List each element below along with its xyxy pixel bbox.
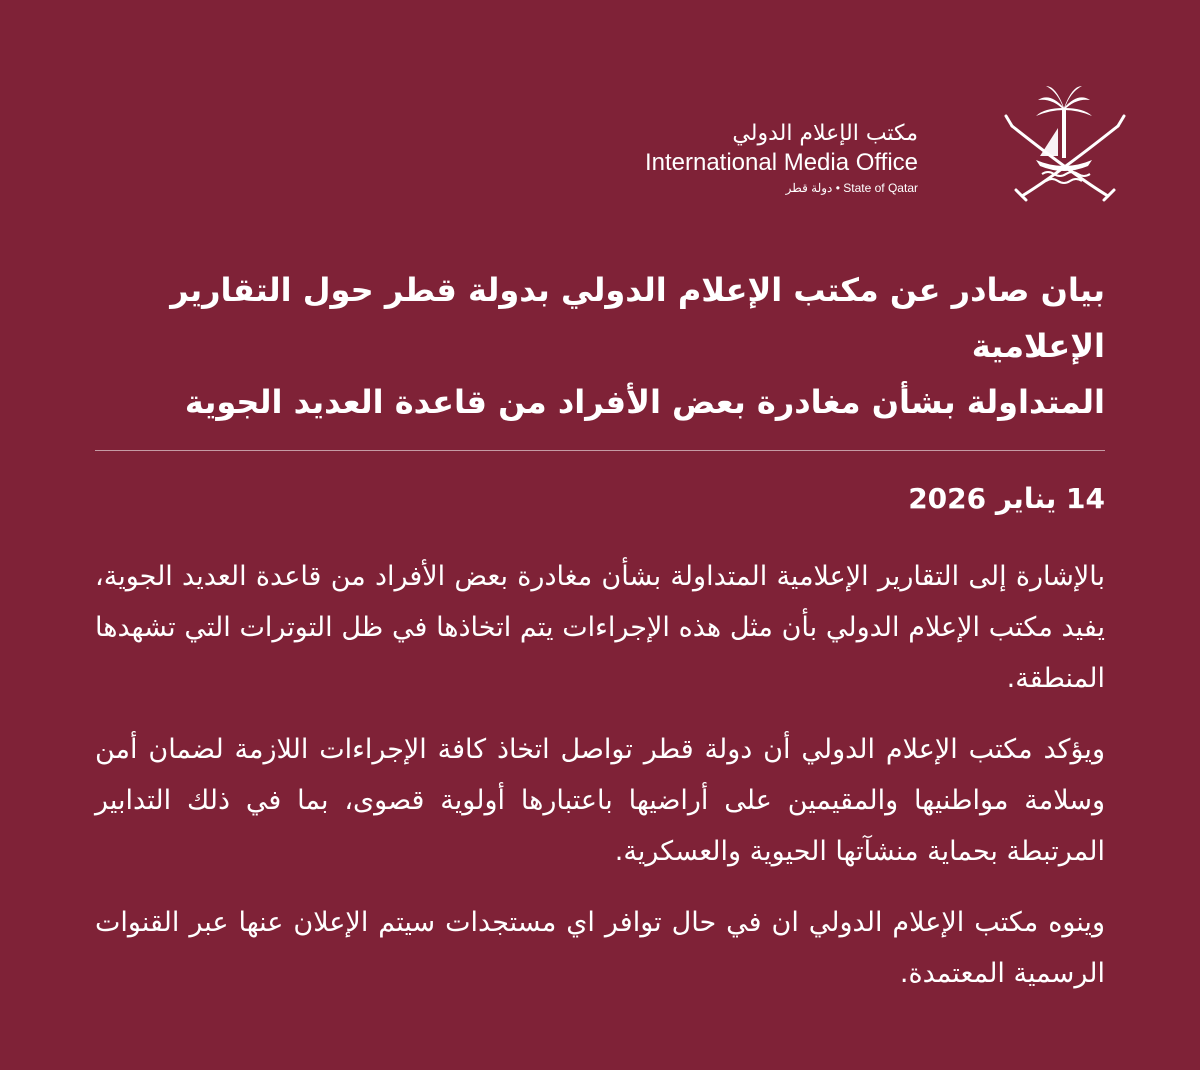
state-separator: • — [832, 181, 844, 195]
title-line-1: بيان صادر عن مكتب الإعلام الدولي بدولة قطر حول التقارير الإعلامية — [170, 271, 1105, 365]
paragraph-3: وينوه مكتب الإعلام الدولي ان في حال توافر اي مستجدات سيتم الإعلان عنها عبر القنوات الرسمية المعتمدة. — [95, 907, 1105, 989]
statement-date: 14 يناير 2026 — [908, 482, 1105, 515]
state-label — [645, 178, 918, 198]
statement — [95, 262, 1105, 1019]
divider — [95, 450, 1105, 451]
paragraph-1: بالإشارة إلى التقارير الإعلامية المتداولة بشأن مغادرة بعض الأفراد من قاعدة العديد الجوية، يفيد مكتب الإعلام الدولي بأن مثل هذه الإجراءات يتم اتخاذها في ظل التوترات التي تشهدها المنطقة. — [95, 561, 1105, 694]
state-en: State of Qatar — [843, 181, 918, 195]
logo-text — [645, 120, 918, 198]
state-ar: دولة قطر — [785, 181, 833, 195]
org-name-ar: مكتب الإعلام الدولي — [732, 121, 918, 146]
paragraph-2: ويؤكد مكتب الإعلام الدولي أن دولة قطر تواصل اتخاذ كافة الإجراءات اللازمة لضمان أمن وسلامة مواطنيها والمقيمين على أراضيها باعتبارها أولوية قصوى، بما في ذلك التدابير المرتبطة بحماية منشآتها الحيوية والعسكرية. — [95, 734, 1105, 867]
header — [630, 78, 1130, 208]
title-line-2: المتداولة بشأن مغادرة بعض الأفراد من قاعدة العديد الجوية — [184, 383, 1105, 421]
org-name-en: International Media Office — [644, 149, 918, 176]
statement-title — [95, 262, 1105, 430]
qatar-state-emblem-icon — [1000, 78, 1130, 208]
